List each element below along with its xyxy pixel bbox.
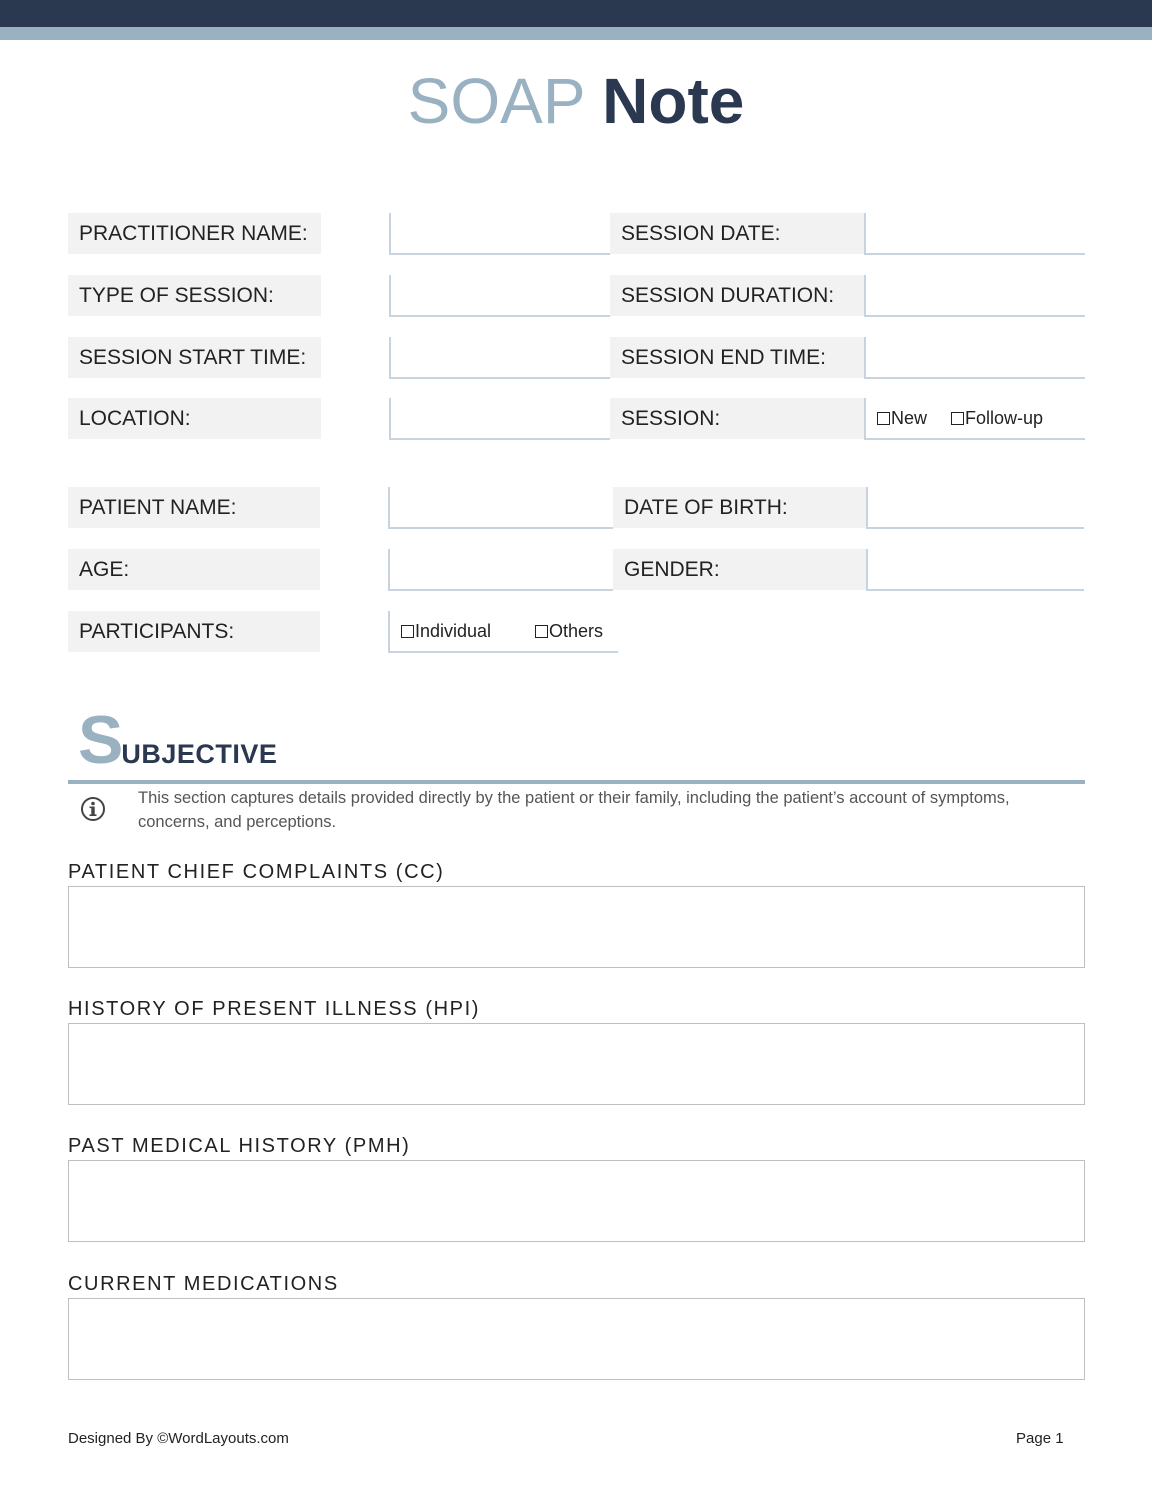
practitioner-name-field[interactable] <box>389 213 610 255</box>
session-date-field[interactable] <box>864 213 1085 255</box>
session-duration-label: SESSION DURATION: <box>610 275 864 316</box>
session-date-label: SESSION DATE: <box>610 213 864 254</box>
page-title <box>0 64 1152 138</box>
session-new-option[interactable] <box>877 398 927 438</box>
session-options <box>864 398 1085 440</box>
chief-complaints-textbox[interactable] <box>68 886 1085 968</box>
session-start-time-field[interactable] <box>389 337 610 379</box>
current-medications-label: CURRENT MEDICATIONS <box>68 1273 339 1295</box>
session-duration-field[interactable] <box>864 275 1085 317</box>
pmh-label: PAST MEDICAL HISTORY (PMH) <box>68 1135 411 1157</box>
subjective-rest: UBJECTIVE <box>121 739 278 769</box>
date-of-birth-label: DATE OF BIRTH: <box>613 487 866 528</box>
participants-others-label: Others <box>549 621 604 641</box>
location-field[interactable] <box>389 398 610 440</box>
type-of-session-label: TYPE OF SESSION: <box>68 275 321 316</box>
hpi-textbox[interactable] <box>68 1023 1085 1105</box>
age-label: AGE: <box>68 549 320 590</box>
participants-label: PARTICIPANTS: <box>68 611 320 652</box>
session-follow-up-option[interactable] <box>951 398 1043 438</box>
location-label: LOCATION: <box>68 398 321 439</box>
session-follow-up-label: Follow-up <box>965 408 1044 428</box>
footer-credit: Designed By ©WordLayouts.com <box>68 1430 289 1447</box>
current-medications-textbox[interactable] <box>68 1298 1085 1380</box>
subjective-divider <box>68 780 1085 784</box>
subjective-initial: S <box>78 702 124 778</box>
session-start-time-label: SESSION START TIME: <box>68 337 321 378</box>
chief-complaints-label: PATIENT CHIEF COMPLAINTS (CC) <box>68 861 445 883</box>
title-soap: SOAP <box>407 65 585 137</box>
practitioner-name-label: PRACTITIONER NAME: <box>68 213 321 254</box>
participants-others-option[interactable] <box>535 611 603 651</box>
participants-individual-label: Individual <box>415 621 492 641</box>
age-field[interactable] <box>388 549 613 591</box>
session-label: SESSION: <box>610 398 864 439</box>
patient-name-label: PATIENT NAME: <box>68 487 320 528</box>
session-new-label: New <box>891 408 928 428</box>
type-of-session-field[interactable] <box>389 275 610 317</box>
pmh-textbox[interactable] <box>68 1160 1085 1242</box>
checkbox-icon <box>535 625 548 638</box>
title-note: Note <box>602 65 745 137</box>
top-banner-accent <box>0 27 1152 40</box>
top-banner-dark <box>0 0 1152 27</box>
subjective-heading <box>78 702 278 778</box>
session-end-time-field[interactable] <box>864 337 1085 379</box>
date-of-birth-field[interactable] <box>866 487 1084 529</box>
checkbox-icon <box>401 625 414 638</box>
gender-label: GENDER: <box>613 549 866 590</box>
patient-name-field[interactable] <box>388 487 613 529</box>
participants-options <box>388 611 618 653</box>
page-number: Page 1 <box>1016 1430 1064 1447</box>
subjective-description: This section captures details provided directly by the patient or their family, including the patient’s account of symptoms, concerns, and perceptions. <box>138 789 1010 831</box>
gender-field[interactable] <box>866 549 1084 591</box>
info-icon <box>80 796 106 822</box>
hpi-label: HISTORY OF PRESENT ILLNESS (HPI) <box>68 998 481 1020</box>
session-end-time-label: SESSION END TIME: <box>610 337 864 378</box>
participants-individual-option[interactable] <box>401 611 491 651</box>
checkbox-icon <box>951 412 964 425</box>
checkbox-icon <box>877 412 890 425</box>
